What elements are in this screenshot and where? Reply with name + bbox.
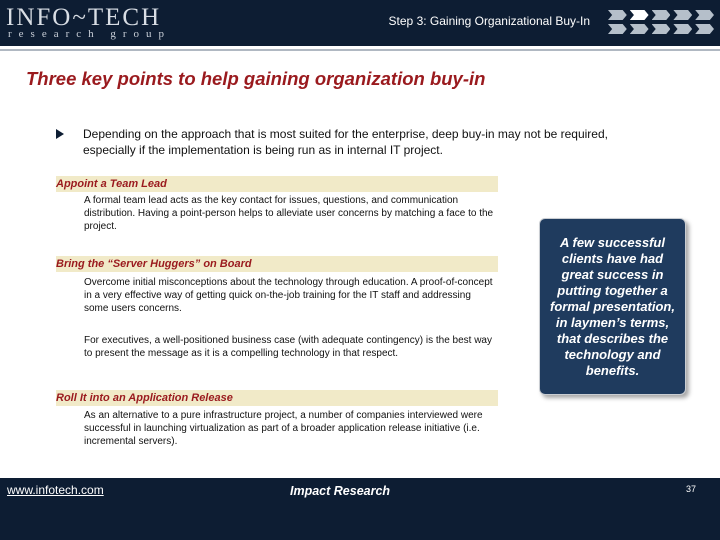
footer-bar	[0, 478, 720, 540]
step-title: Step 3: Gaining Organizational Buy-In	[388, 14, 590, 28]
header-bar	[0, 0, 720, 46]
chevron-icon	[695, 10, 714, 20]
progress-chevrons	[608, 10, 714, 38]
footer-website-link[interactable]: www.infotech.com	[7, 483, 104, 497]
chevron-icon	[673, 24, 692, 34]
page-title: Three key points to help gaining organization buy-in	[26, 68, 486, 89]
chevron-icon	[652, 10, 671, 20]
callout-box	[539, 218, 686, 395]
section-body-team-lead: A formal team lead acts as the key contact for issues, questions, and communication distribution. Having a point-person helps to alleviate user concerns by matching a face to the project.	[84, 195, 494, 232]
chevron-icon	[630, 24, 649, 34]
chevron-icon	[673, 10, 692, 20]
chevron-icon	[608, 10, 627, 20]
chevron-icon	[695, 24, 714, 34]
chevron-icon-active	[630, 10, 649, 20]
page-number: 37	[685, 484, 696, 494]
chevron-icon	[652, 24, 671, 34]
logo-tagline: research group	[8, 28, 172, 40]
intro-paragraph: Depending on the approach that is most suited for the enterprise, deep buy-in may not be required, especially if the implementation is being run as in internal IT project.	[83, 127, 608, 157]
callout-text: A few successful clients have had great success in putting together a formal presentation, in laymen’s terms, that describes the technology and benefits.	[550, 234, 675, 378]
section-body-server-huggers: Overcome initial misconceptions about the technology through education. A proof-of-concept in a very effective way of getting quick on-the-job training for the IT staff and addressing some users concerns.	[84, 277, 493, 314]
footer-impact-research: Impact Research	[290, 484, 391, 498]
logo-wordmark: INFO~TECH	[6, 4, 162, 31]
section-heading-team-lead: Appoint a Team Lead	[56, 176, 498, 192]
bullet-arrow-icon	[56, 129, 64, 139]
infotech-logo	[6, 5, 186, 39]
header-divider	[0, 49, 720, 51]
section-heading-server-huggers: Bring the “Server Huggers” on Board	[56, 256, 498, 272]
section-body-application-release: As an alternative to a pure infrastructure project, a number of companies interviewed were successful in launching virtualization as part of a broader application release initiative (i.e. incremental servers).	[84, 410, 483, 447]
section-heading-application-release: Roll It into an Application Release	[56, 390, 498, 406]
section-body-executives: For executives, a well-positioned business case (with adequate contingency) is the best way to present the message as it is a compelling technology in that respect.	[84, 335, 492, 359]
chevron-icon	[608, 24, 627, 34]
